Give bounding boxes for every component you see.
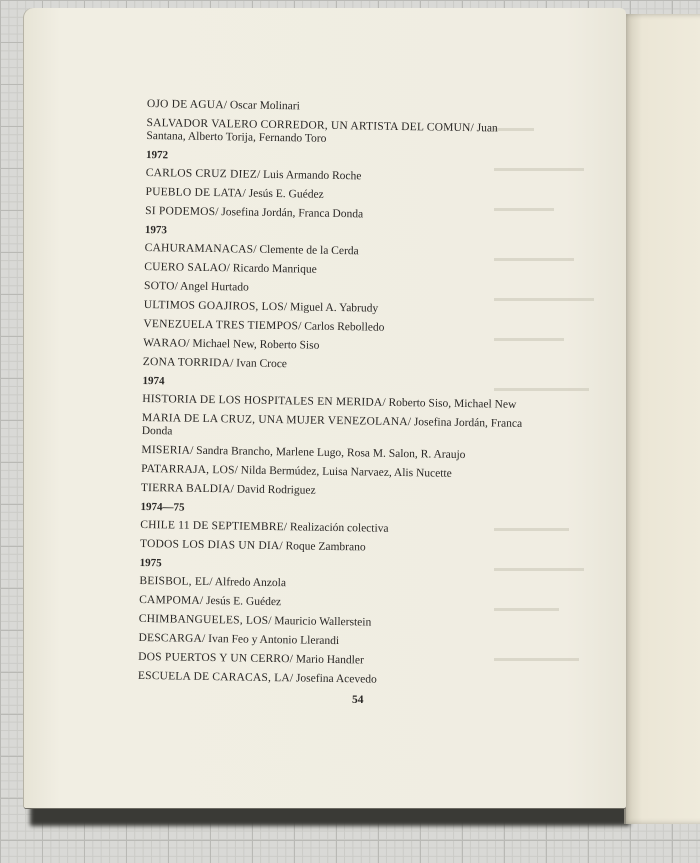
film-credits: Josefina Jordán, Franca Donda — [221, 206, 364, 221]
film-entry: CAHURAMANACAS/ Clemente de la Cerda — [144, 241, 359, 258]
film-credits: Ivan Feo y Antonio Llerandi — [208, 633, 340, 648]
film-credits: Jesús E. Guédez — [248, 187, 324, 201]
film-entry: ZONA TORRIDA/ Ivan Croce — [142, 355, 288, 371]
film-credits: Mario Handler — [295, 653, 364, 667]
film-credits: Josefina Acevedo — [295, 672, 377, 686]
film-entry: DOS PUERTOS Y UN CERRO/ Mario Handler — [138, 650, 364, 667]
film-title: VENEZUELA TRES TIEMPOS — [143, 317, 299, 333]
film-entry: DESCARGA/ Ivan Feo y Antonio Llerandi — [138, 631, 340, 648]
film-credits: Jesús E. Guédez — [205, 594, 282, 609]
film-credits: Sandra Brancho, Marlene Lugo, Rosa M. Salon, R. Araujo — [196, 444, 466, 462]
film-title: CHILE 11 DE SEPTIEMBRE — [140, 518, 284, 534]
film-credits: Nilda Bermúdez, Luisa Narvaez, Alis Nucette — [240, 464, 452, 480]
film-credits: Juan Santana, Alberto Torija, Fernando Toro — [146, 122, 498, 145]
film-credits: Oscar Molinari — [229, 99, 300, 113]
page-number: 54 — [352, 694, 364, 706]
film-credits: Carlos Rebolledo — [304, 320, 385, 334]
film-title: TIERRA BALDIA — [140, 481, 231, 496]
film-credits: Roberto Siso, Michael New — [388, 396, 517, 411]
film-title: CARLOS CRUZ DIEZ — [145, 166, 258, 181]
film-title: BEISBOL, EL — [139, 574, 210, 589]
film-entry: SOTO/ Angel Hurtado — [143, 279, 249, 294]
film-entry: TIERRA BALDIA/ David Rodriguez — [140, 481, 316, 497]
film-entry: CAMPOMA/ Jesús E. Guédez — [139, 593, 282, 609]
film-title: ZONA TORRIDA — [142, 355, 231, 370]
year-heading: 1973 — [144, 223, 168, 237]
film-title: CUERO SALAO — [144, 260, 227, 275]
film-entry: VENEZUELA TRES TIEMPOS/ Carlos Rebolledo — [143, 317, 385, 334]
film-credits: Miguel A. Yabrudy — [289, 301, 379, 315]
film-entry: OJO DE AGUA/ Oscar Molinari — [146, 98, 300, 113]
year-heading: 1974 — [142, 374, 165, 388]
film-title: SALVADOR VALERO CORREDOR, UN ARTISTA DEL COMUN — [146, 116, 471, 135]
film-entry: MARIA DE LA CRUZ, UNA MUJER VENEZOLANA/ Josefina Jordán, Franca Donda — [141, 411, 523, 438]
film-credits: Mauricio Wallerstein — [274, 615, 372, 629]
film-entry: SI PODEMOS/ Josefina Jordán, Franca Donda — [145, 204, 364, 221]
film-entry: PATARRAJA, LOS/ Nilda Bermúdez, Luisa Narvaez, Alis Nucette — [141, 462, 452, 480]
film-entry: CUERO SALAO/ Ricardo Manrique — [144, 260, 317, 276]
film-title: ESCUELA DE CARACAS, LA — [137, 669, 290, 685]
film-entry: SALVADOR VALERO CORREDOR, UN ARTISTA DEL COMUN/ Juan Santana, Alberto Torija, Fernando Toro — [146, 116, 498, 145]
film-credits: Angel Hurtado — [180, 280, 249, 294]
film-credits: Ivan Croce — [236, 357, 288, 371]
film-title: MARIA DE LA CRUZ, UNA MUJER VENEZOLANA — [141, 411, 408, 429]
film-title: PUEBLO DE LATA — [145, 185, 243, 200]
film-title: DOS PUERTOS Y UN CERRO — [138, 650, 290, 666]
year-heading: 1974—75 — [140, 500, 185, 514]
filmography-list — [138, 98, 539, 695]
film-entry: TODOS LOS DIAS UN DIA/ Roque Zambrano — [139, 537, 366, 554]
film-credits: Luis Armando Roche — [262, 168, 362, 183]
film-title: HISTORIA DE LOS HOSPITALES EN MERIDA — [142, 392, 383, 409]
film-title: SOTO — [143, 279, 175, 293]
film-title: DESCARGA — [138, 631, 203, 645]
film-title: WARAO — [143, 336, 187, 350]
film-title: SI PODEMOS — [145, 204, 216, 219]
film-entry: CHILE 11 DE SEPTIEMBRE/ Realización colectiva — [140, 518, 389, 535]
film-entry: CARLOS CRUZ DIEZ/ Luis Armando Roche — [145, 166, 362, 183]
film-title: CHIMBANGUELES, LOS — [138, 612, 269, 627]
film-title: CAMPOMA — [139, 593, 201, 607]
film-entry: MISERIA/ Sandra Brancho, Marlene Lugo, Rosa M. Salon, R. Araujo — [141, 443, 466, 462]
film-entry: HISTORIA DE LOS HOSPITALES EN MERIDA/ Roberto Siso, Michael New — [142, 392, 517, 411]
film-title: TODOS LOS DIAS UN DIA — [139, 537, 280, 553]
facing-page — [624, 14, 700, 824]
film-entry: PUEBLO DE LATA/ Jesús E. Guédez — [145, 185, 324, 201]
year-heading: 1975 — [139, 556, 162, 570]
film-title: MISERIA — [141, 443, 191, 457]
film-title: ULTIMOS GOAJIROS, LOS — [143, 298, 285, 314]
film-entry: CHIMBANGUELES, LOS/ Mauricio Wallerstein — [138, 612, 372, 629]
film-title: OJO DE AGUA — [146, 98, 224, 112]
film-credits: Alfredo Anzola — [214, 576, 287, 590]
film-credits: Josefina Jordán, Franca Donda — [141, 416, 523, 438]
film-entry: ULTIMOS GOAJIROS, LOS/ Miguel A. Yabrudy — [143, 298, 379, 315]
year-heading: 1972 — [146, 148, 169, 162]
film-entry: WARAO/ Michael New, Roberto Siso — [143, 336, 320, 352]
film-title: PATARRAJA, LOS — [141, 462, 235, 477]
film-entry: ESCUELA DE CARACAS, LA/ Josefina Acevedo — [137, 669, 377, 686]
film-credits: Michael New, Roberto Siso — [192, 337, 320, 352]
film-credits: Roque Zambrano — [285, 540, 366, 554]
film-credits: Ricardo Manrique — [232, 262, 317, 276]
film-title: CAHURAMANACAS — [144, 241, 254, 256]
film-credits: Realización colectiva — [289, 521, 389, 535]
film-credits: David Rodriguez — [236, 483, 316, 497]
film-entry: BEISBOL, EL/ Alfredo Anzola — [139, 574, 287, 590]
film-credits: Clemente de la Cerda — [259, 243, 359, 258]
